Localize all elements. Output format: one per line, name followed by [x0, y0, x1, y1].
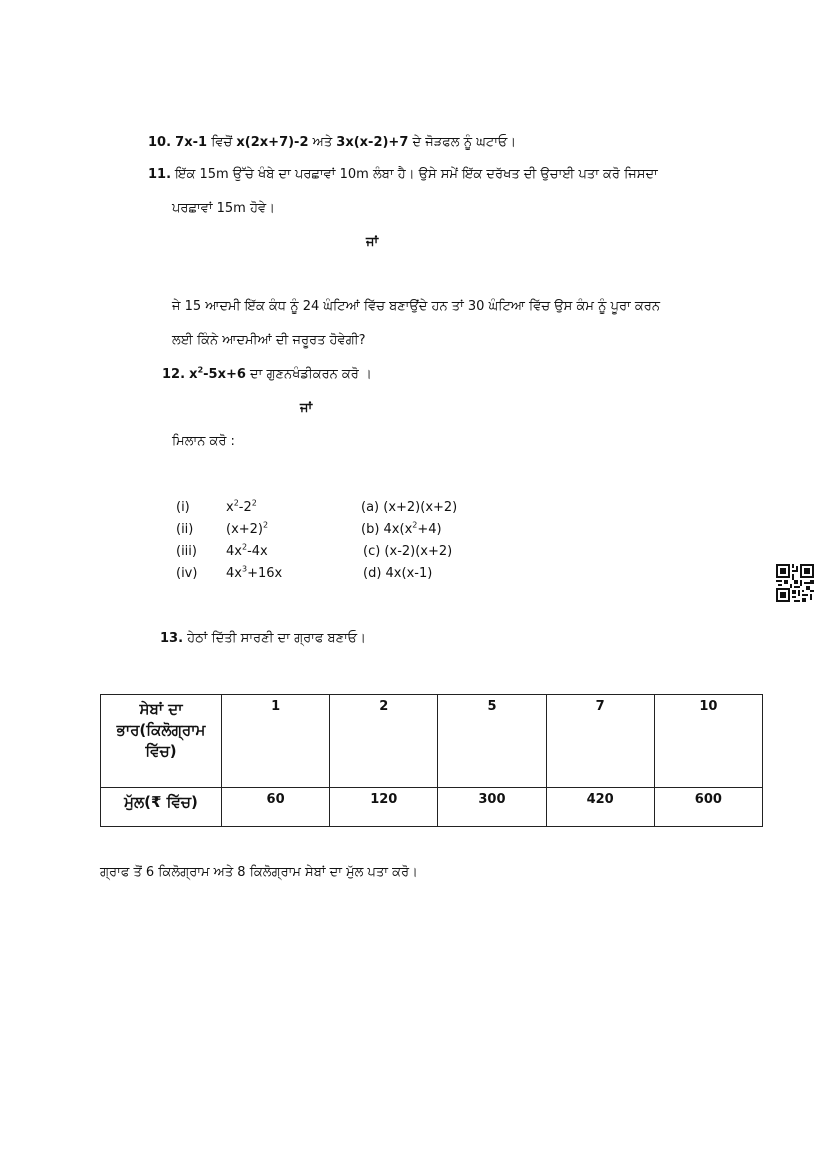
q10-text2: ਅਤੇ [312, 135, 333, 150]
q10-text1: ਵਿਚੋਂ [211, 135, 233, 150]
q12-expr-base: x [189, 367, 198, 382]
q13-footer: ਗ੍ਰਾਫ ਤੋਂ 6 ਕਿਲੋਗ੍ਰਾਮ ਅਤੇ 8 ਕਿਲੋਗ੍ਰਾਮ ਸੇਬਾਂ ਦਾ ਮੁੱਲ ਪਤਾ ਕਰੋ। [100, 865, 418, 880]
match-option-3: (c) (x-2)(x+2) [363, 544, 453, 559]
match-expr-2: $(x+2)^2$ [226, 520, 269, 537]
table-row-header-price: ਮੁੱਲ(₹ ਵਿੱਚ) [101, 788, 222, 827]
table-row [101, 695, 763, 788]
table-cell: 420 [546, 788, 654, 827]
table-cell: 120 [330, 788, 438, 827]
qr-code-icon [776, 564, 814, 602]
q12-text: ਦਾ ਗੁਣਨਖੰਡੀਕਰਨ ਕਰੋ । [250, 367, 372, 382]
q10-number: 10. [148, 135, 172, 150]
match-expr-3: $4x^2-4x$ [226, 542, 268, 559]
table-cell: 1 [222, 695, 330, 788]
q13-text: ਹੇਠਾਂ ਦਿੱਤੀ ਸਾਰਣੀ ਦਾ ਗ੍ਰਾਫ ਬਣਾਓ। [187, 631, 366, 646]
q12-expr-rest: -5x+6 [203, 367, 246, 382]
match-option-1: (a) (x+2)(x+2) [361, 500, 458, 515]
q11-text-line2: ਪਰਛਾਵਾਂ 15m ਹੋਵੇ। [172, 201, 275, 216]
q13-number: 13. [160, 631, 184, 646]
q11-text-line1: ਇੱਕ 15m ਉੱਚੇ ਖੰਬੇ ਦਾ ਪਰਛਾਵਾਂ 10m ਲੰਬਾ ਹੈ। ਉਸੇ ਸਮੇਂ ਇੱਕ ਦਰੱਖਤ ਦੀ ਉਚਾਈ ਪਤਾ ਕਰੋ ਜਿਸਦਾ [175, 167, 658, 182]
q10-expr3: 3x(x-2)+7 [336, 135, 409, 150]
table-row [101, 788, 763, 827]
match-label-2: (ii) [176, 522, 194, 537]
values-table [100, 694, 763, 827]
q11-alt-line1: ਜੇ 15 ਆਦਮੀ ਇੱਕ ਕੰਧ ਨੂੰ 24 ਘੰਟਿਆਂ ਵਿੱਚ ਬਣਾਉਂਦੇ ਹਨ ਤਾਂ 30 ਘੰਟਿਆ ਵਿੱਚ ਉਸ ਕੰਮ ਨੂੰ ਪੂਰਾ ਕਰਨ [172, 299, 660, 314]
q11-or: ਜਾਂ [366, 235, 379, 250]
q12-match-heading: ਮਿਲਾਨ ਕਰੋ : [172, 434, 235, 449]
table-cell: 5 [438, 695, 546, 788]
table-cell: 10 [654, 695, 762, 788]
q12-number: 12. [162, 367, 186, 382]
q10-expr1: 7x-1 [175, 135, 208, 150]
table-row-header-weight: ਸੇਬਾਂ ਦਾ ਭਾਰ(ਕਿਲੋਗ੍ਰਾਮ ਵਿੱਚ) [101, 695, 222, 788]
match-expr-1: $x^2-2^2$ [226, 498, 257, 515]
table-cell: 600 [654, 788, 762, 827]
match-label-1: (i) [176, 500, 190, 515]
q11-alt-line2: ਲਈ ਕਿੰਨੇ ਆਦਮੀਆਂ ਦੀ ਜਰੂਰਤ ਹੋਵੇਗੀ? [172, 333, 366, 348]
q10-expr2: x(2x+7)-2 [236, 135, 309, 150]
q10-text3: ਦੇ ਜੋੜਫਲ ਨੂੰ ਘਟਾਓ। [412, 135, 517, 150]
question-13 [160, 630, 366, 648]
q12-expr-exp: 2 [197, 365, 204, 375]
table-cell: 7 [546, 695, 654, 788]
table-cell: 300 [438, 788, 546, 827]
question-12 [162, 366, 372, 384]
match-option-2: (b) $4x(x^2+4)$ [361, 520, 442, 537]
question-10 [148, 134, 516, 152]
match-label-3: (iii) [176, 544, 197, 559]
question-11-line1 [148, 166, 658, 184]
match-label-4: (iv) [176, 566, 198, 581]
match-option-4: (d) 4x(x-1) [363, 566, 433, 581]
table-cell: 60 [222, 788, 330, 827]
q11-number: 11. [148, 167, 172, 182]
q12-or: ਜਾਂ [300, 401, 313, 416]
match-expr-4: $4x^3+16x$ [226, 564, 283, 581]
table-cell: 2 [330, 695, 438, 788]
